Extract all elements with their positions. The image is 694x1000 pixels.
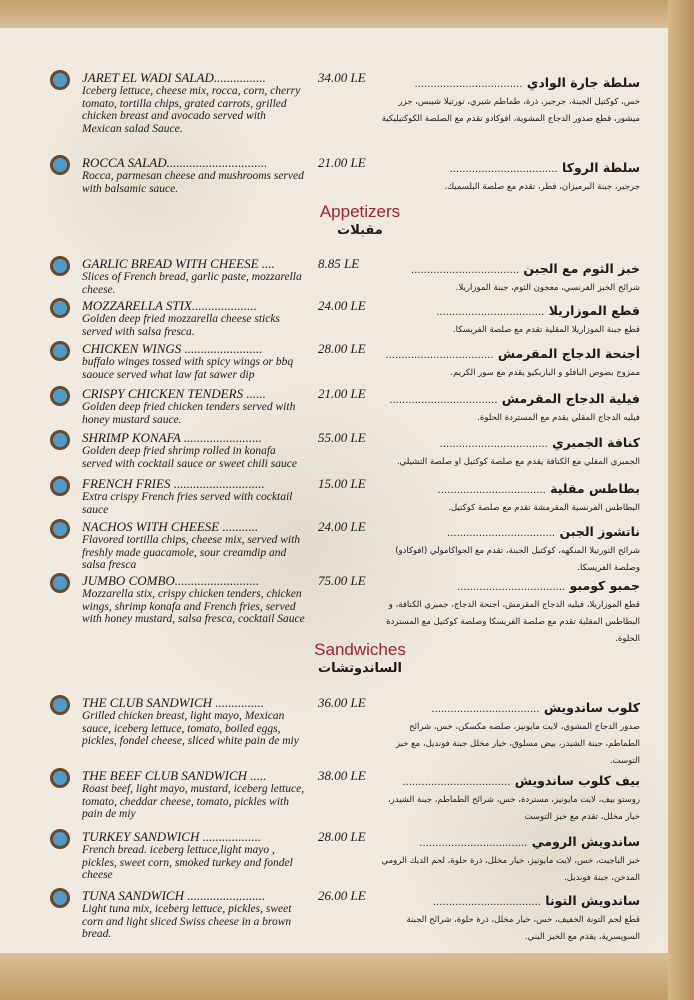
appetizers-title-ar: مقبلات	[337, 223, 383, 238]
item-name: JUMBO COMBO..........................	[82, 573, 260, 588]
item-description: Roast beef, light mayo, mustard, iceberg lettuce, tomato, cheddar cheese, tomato, pickles with pain de miy	[82, 783, 305, 820]
item-price: 55.00 LE	[318, 430, 366, 445]
item-name: SHRIMP KONAFA ........................	[82, 430, 262, 445]
leader-dots: ..................................	[410, 265, 519, 276]
item-name-ar: ناتشوز الجبن	[559, 524, 640, 539]
bullet-badge-icon	[50, 298, 70, 318]
item-name: JARET EL WADI SALAD................	[82, 70, 266, 85]
item-arabic	[380, 577, 640, 648]
item-price: 21.00 LE	[318, 386, 366, 401]
item-name-ar: خبز الثوم مع الجبن	[523, 261, 640, 276]
item-english	[82, 519, 307, 572]
bullet-badge-icon	[50, 386, 70, 406]
item-description: Golden deep fried chicken tenders served with honey mustard sauce.	[82, 401, 296, 426]
item-price: 38.00 LE	[318, 768, 366, 783]
item-description-ar: شرائح الخبز الفرنسي، معجون الثوم، جبنة الموزاريلا.	[455, 283, 640, 293]
item-description: Flavored tortilla chips, cheese mix, served with freshly made guacamole, sour creamdip and salsa fresca	[82, 534, 301, 571]
item-description-ar: الجمبري المقلي مع الكنافة يقدم مع صلصة كوكتيل او صلصة التشيلي.	[396, 457, 640, 467]
item-arabic	[380, 833, 640, 887]
item-description-ar: خس، كوكتيل الجبنة، جرجير، ذرة، طماطم شيري، تورتيلا شيبس، جزر ميشور، قطع صدور الدجاج المشوية، افوكادو تقدم مع الصلصة الكوكتيليكية	[381, 97, 640, 124]
item-name: FRENCH FRIES ............................	[82, 476, 265, 491]
bullet-badge-icon	[50, 341, 70, 361]
item-english	[82, 829, 307, 882]
item-arabic	[380, 699, 640, 770]
item-name: CHICKEN WINGS ........................	[82, 341, 263, 356]
item-arabic	[380, 390, 640, 427]
item-arabic	[380, 302, 640, 339]
bullet-badge-icon	[50, 829, 70, 849]
leader-dots: ..................................	[437, 485, 546, 496]
appetizers-title-en: Appetizers	[319, 202, 401, 221]
item-description-ar: فيليه الدجاج المقلي يقدم مع المستردة الحلوة.	[477, 413, 640, 423]
item-name-ar: ساندويش التونا	[545, 893, 640, 908]
item-price: 75.00 LE	[318, 573, 366, 588]
item-arabic	[380, 345, 640, 382]
leader-dots: ..................................	[436, 307, 545, 318]
bullet-badge-icon	[50, 695, 70, 715]
item-description: Grilled chicken breast, light mayo, Mexican sauce, iceberg lettuce, tomato, boiled eggs, pickles, fondel cheese, sliced white pain de miy	[82, 710, 299, 747]
item-name-ar: أجنحة الدجاج المقرمش	[497, 346, 640, 361]
leader-dots: ..................................	[432, 897, 541, 908]
leader-dots: ..................................	[447, 528, 556, 539]
item-price: 34.00 LE	[318, 70, 366, 85]
item-english	[82, 386, 307, 426]
item-price: 21.00 LE	[318, 155, 366, 170]
item-english	[82, 695, 307, 748]
item-price: 24.00 LE	[318, 519, 366, 534]
item-name-ar: ساندويش الرومي	[531, 834, 640, 849]
item-description: Light tuna mix, iceberg lettuce, pickles, sweet corn and light sliced Swiss cheese in a brown bread.	[82, 903, 292, 940]
item-description-ar: جرجير، جبنة البرميزان، فطر، تقدم مع صلصة البلسميك.	[444, 182, 640, 192]
item-english	[82, 256, 307, 296]
item-name-ar: كلوب ساندويش	[543, 700, 640, 715]
item-arabic	[380, 892, 640, 946]
item-english	[82, 341, 307, 381]
bullet-badge-icon	[50, 70, 70, 90]
item-name: CRISPY CHICKEN TENDERS ......	[82, 386, 266, 401]
item-description: buffalo winges tossed with spicy wings or bbq saouce served what law fat sawer dip	[82, 356, 294, 381]
item-price: 8.85 LE	[318, 256, 360, 271]
appetizers-header	[260, 202, 460, 240]
leader-dots: ..................................	[449, 164, 558, 175]
item-name: GARLIC BREAD WITH CHEESE ....	[82, 256, 275, 271]
item-price: 28.00 LE	[318, 341, 366, 356]
leader-dots: ..................................	[414, 79, 523, 90]
item-price: 26.00 LE	[318, 888, 366, 903]
item-name: THE BEEF CLUB SANDWICH .....	[82, 768, 267, 783]
item-price: 28.00 LE	[318, 829, 366, 844]
item-description-ar: قطع لحم التونة الخفيف، خس، خيار مخلل، ذرة حلوة، شرائح الجبنة السويسرية، يقدم مع الخبز البني.	[406, 915, 640, 942]
item-name-ar: فيلية الدجاج المقرمش	[501, 391, 640, 406]
item-english	[82, 430, 307, 470]
sandwiches-header	[260, 640, 460, 678]
item-description-ar: صدور الدجاج المشوي، لايت مايونيز، صلصه مكسكن، خس، شرائح الطماطم، جبنة الشيدر، بيض مسلوق، خيار مخلل جبنة فونديل، مع خبز التوست.	[395, 722, 640, 766]
bullet-badge-icon	[50, 430, 70, 450]
sandwiches-title-en: Sandwiches	[314, 640, 406, 659]
item-description: Golden deep fried mozzarella cheese sticks served with salsa fresca.	[82, 313, 280, 338]
item-price: 15.00 LE	[318, 476, 366, 491]
bullet-badge-icon	[50, 476, 70, 496]
item-arabic	[380, 772, 640, 826]
leader-dots: ..................................	[457, 582, 566, 593]
item-name: TURKEY SANDWICH ..................	[82, 829, 262, 844]
item-arabic	[380, 74, 640, 128]
item-description-ar: خبز الباجيت، خس، لايت مايونيز، خيار مخلل، ذرة حلوة، لحم الديك الرومي المدخن، جبنة فونديل.	[381, 856, 640, 883]
item-name-ar: قطع الموزاريلا	[548, 303, 640, 318]
item-english	[82, 70, 307, 135]
item-english	[82, 155, 307, 195]
item-description: French bread. iceberg lettuce,light mayo , pickles, sweet corn, smoked turkey and fondel cheese	[82, 844, 293, 881]
leader-dots: ..................................	[402, 777, 511, 788]
item-name-ar: بطاطس مقلية	[550, 481, 640, 496]
bullet-badge-icon	[50, 573, 70, 593]
item-name-ar: سلطة جارة الوادي	[526, 75, 640, 90]
item-name: TUNA SANDWICH ........................	[82, 888, 266, 903]
right-decorative-edge	[668, 0, 694, 1000]
item-name: ROCCA SALAD...............................	[82, 155, 268, 170]
item-description: Iceberg lettuce, cheese mix, rocca, corn, cherry tomato, tortilla chips, grated carrots, grilled chicken breast and avocado served with Mexican salad Sauce.	[82, 85, 301, 135]
top-decorative-band	[0, 0, 694, 28]
item-english	[82, 573, 307, 626]
item-name: NACHOS WITH CHEESE ...........	[82, 519, 259, 534]
item-price: 36.00 LE	[318, 695, 366, 710]
item-description-ar: ممزوج بصوص البافلو و الباربكيو يقدم مع سور الكريم.	[450, 368, 640, 378]
bullet-badge-icon	[50, 768, 70, 788]
sandwiches-title-ar: الساندوتشات	[318, 661, 402, 676]
item-description: Golden deep fried shrimp rolled in konafa served with cocktail sauce or sweet chili sauce	[82, 445, 297, 470]
bullet-badge-icon	[50, 888, 70, 908]
leader-dots: ..................................	[431, 704, 540, 715]
leader-dots: ..................................	[419, 838, 528, 849]
item-arabic	[380, 159, 640, 196]
leader-dots: ..................................	[389, 395, 498, 406]
item-name-ar: بيف كلوب ساندويش	[514, 773, 640, 788]
item-name: MOZZARELLA STIX....................	[82, 298, 257, 313]
item-english	[82, 298, 307, 338]
item-description: Slices of French bread, garlic paste, mozzarella cheese.	[82, 271, 302, 296]
item-english	[82, 888, 307, 941]
item-arabic	[380, 480, 640, 517]
bullet-badge-icon	[50, 155, 70, 175]
item-description: Rocca, parmesan cheese and mushrooms served with balsamic sauce.	[82, 170, 304, 195]
item-english	[82, 768, 307, 821]
item-name-ar: كنافة الجمبري	[552, 435, 640, 450]
bullet-badge-icon	[50, 256, 70, 276]
bottom-decorative-band	[0, 953, 694, 1000]
item-description-ar: قطع جبنة الموزاريلا المقلية تقدم مع صلصة الفريسكا.	[452, 325, 640, 335]
leader-dots: ..................................	[439, 439, 548, 450]
item-arabic	[380, 260, 640, 297]
item-description: Mozzarella stix, crispy chicken tenders, chicken wings, shrimp konafa and French fries, served with honey mustard, salsa fresca, cocktail Sauce	[82, 588, 305, 625]
item-description-ar: روستو بيف، لايت مايونيز، مستردة، خس، شرائح الطماطم، جبنة الشيدر، خيار مخلل، تقدم مع خبز التوست	[387, 795, 640, 822]
item-description-ar: شرائح التورتيلا المنكهه، كوكتيل الجبنة، تقدم مع الجواكامولي (افوكادو) وصلصة الفريسكا.	[395, 546, 640, 573]
item-arabic	[380, 523, 640, 577]
item-name: THE CLUB SANDWICH ...............	[82, 695, 265, 710]
item-name-ar: سلطة الروكا	[562, 160, 640, 175]
item-name-ar: جمبو كومبو	[569, 578, 640, 593]
item-arabic	[380, 434, 640, 471]
item-description: Extra crispy French fries served with cocktail sauce	[82, 491, 293, 516]
item-description-ar: البطاطس الفرنسية المقرمشة تقدم مع صلصة كوكتيل.	[448, 503, 640, 513]
item-price: 24.00 LE	[318, 298, 366, 313]
leader-dots: ..................................	[385, 350, 494, 361]
bullet-badge-icon	[50, 519, 70, 539]
item-english	[82, 476, 307, 516]
item-description-ar: قطع الموزاريلا، فيليه الدجاج المقرمش، اجنحة الدجاج، جمبري الكنافة، و البطاطس المقلية تقدم مع صلصة الفريسكا وصلصة كوكتيل مع المستردة الحلوة.	[386, 600, 640, 644]
